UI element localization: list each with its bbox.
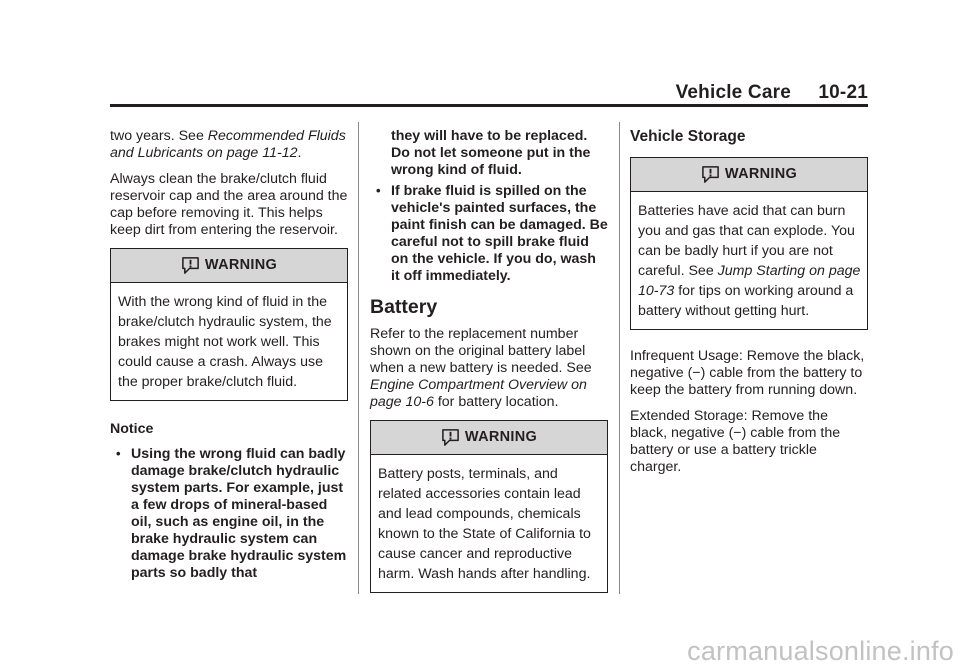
warning-body: Battery posts, terminals, and related accessories contain lead and lead compounds, chemicals known to the State of California to cause cancer and reproductive harm. Wash hands after handling. [378, 466, 591, 582]
warning-icon [701, 165, 720, 184]
page-header [110, 80, 868, 106]
cross-reference-link[interactable]: Recommended Fluids and Lubricants on page 11-12 [110, 128, 346, 161]
warning-label: WARNING [204, 257, 278, 273]
column-divider [358, 122, 359, 594]
section-name: Vehicle Care [675, 82, 791, 103]
header-rule [110, 104, 868, 107]
paragraph [110, 128, 348, 162]
warning-header [371, 421, 607, 455]
paragraph-text: . [297, 145, 302, 161]
notice-title: Notice [110, 421, 154, 437]
warning-box [630, 157, 868, 330]
column-divider [619, 122, 620, 594]
page-number: 10-21 [818, 82, 868, 103]
column-3 [630, 128, 868, 485]
watermark: carmanualsonline.info [687, 636, 954, 666]
cross-reference-link[interactable]: Jump Starting on page 10-73 [638, 263, 861, 299]
paragraph [370, 326, 608, 411]
paragraph-text: for battery location. [433, 394, 559, 410]
warning-header [111, 249, 347, 283]
paragraph: Extended Storage: Remove the black, negative (−) cable from the battery or use a battery trickle charger. [630, 408, 841, 475]
warning-label: WARNING [724, 166, 798, 182]
cross-reference-link[interactable]: Engine Compartment Overview on page 10-6 [370, 377, 587, 410]
notice-item-continued: they will have to be replaced. Do not let someone put in the wrong kind of fluid. [391, 128, 591, 178]
column-2 [370, 128, 608, 593]
warning-body [631, 192, 867, 329]
paragraph-text: two years. See [110, 128, 208, 144]
warning-text: for tips on working around a battery without getting hurt. [638, 283, 854, 319]
notice-list [110, 446, 348, 582]
paragraph-text: Refer to the replacement number shown on the original battery label when a new battery is needed. See [370, 326, 592, 376]
warning-box [370, 420, 608, 593]
warning-text: Batteries have acid that can burn you and gas that can explode. You can be badly hurt if you are not careful. See [638, 203, 855, 279]
warning-icon [181, 256, 200, 275]
warning-box [110, 248, 348, 401]
warning-label: WARNING [464, 429, 538, 445]
paragraph: Always clean the brake/clutch fluid reservoir cap and the area around the cap before removing it. This helps keep dirt from entering the reservoir. [110, 171, 348, 238]
notice-item: • Using the wrong fluid can badly damage brake/clutch hydraulic system parts. For example, just a few drops of mineral-based oil, such as engine oil, in the brake hydraulic system can damage brake hydraulic system parts so badly that [131, 446, 348, 582]
page-header-title [676, 82, 868, 104]
paragraph: Infrequent Usage: Remove the black, negative (−) cable from the battery to keep the battery from running down. [630, 348, 865, 398]
notice-list-continued [370, 128, 608, 285]
section-title: Battery [370, 296, 438, 318]
subsection-title: Vehicle Storage [630, 128, 746, 145]
column-1 [110, 128, 348, 586]
notice-item: • If brake fluid is spilled on the vehicle's painted surfaces, the paint finish can be damaged. Be careful not to spill brake fluid on the vehicle. If you do, wash it off immediately. [391, 183, 608, 285]
warning-header [631, 158, 867, 192]
warning-icon [441, 428, 460, 447]
warning-body: With the wrong kind of fluid in the brake/clutch hydraulic system, the brakes might not work well. This could cause a crash. Always use the proper brake/clutch fluid. [118, 294, 332, 390]
